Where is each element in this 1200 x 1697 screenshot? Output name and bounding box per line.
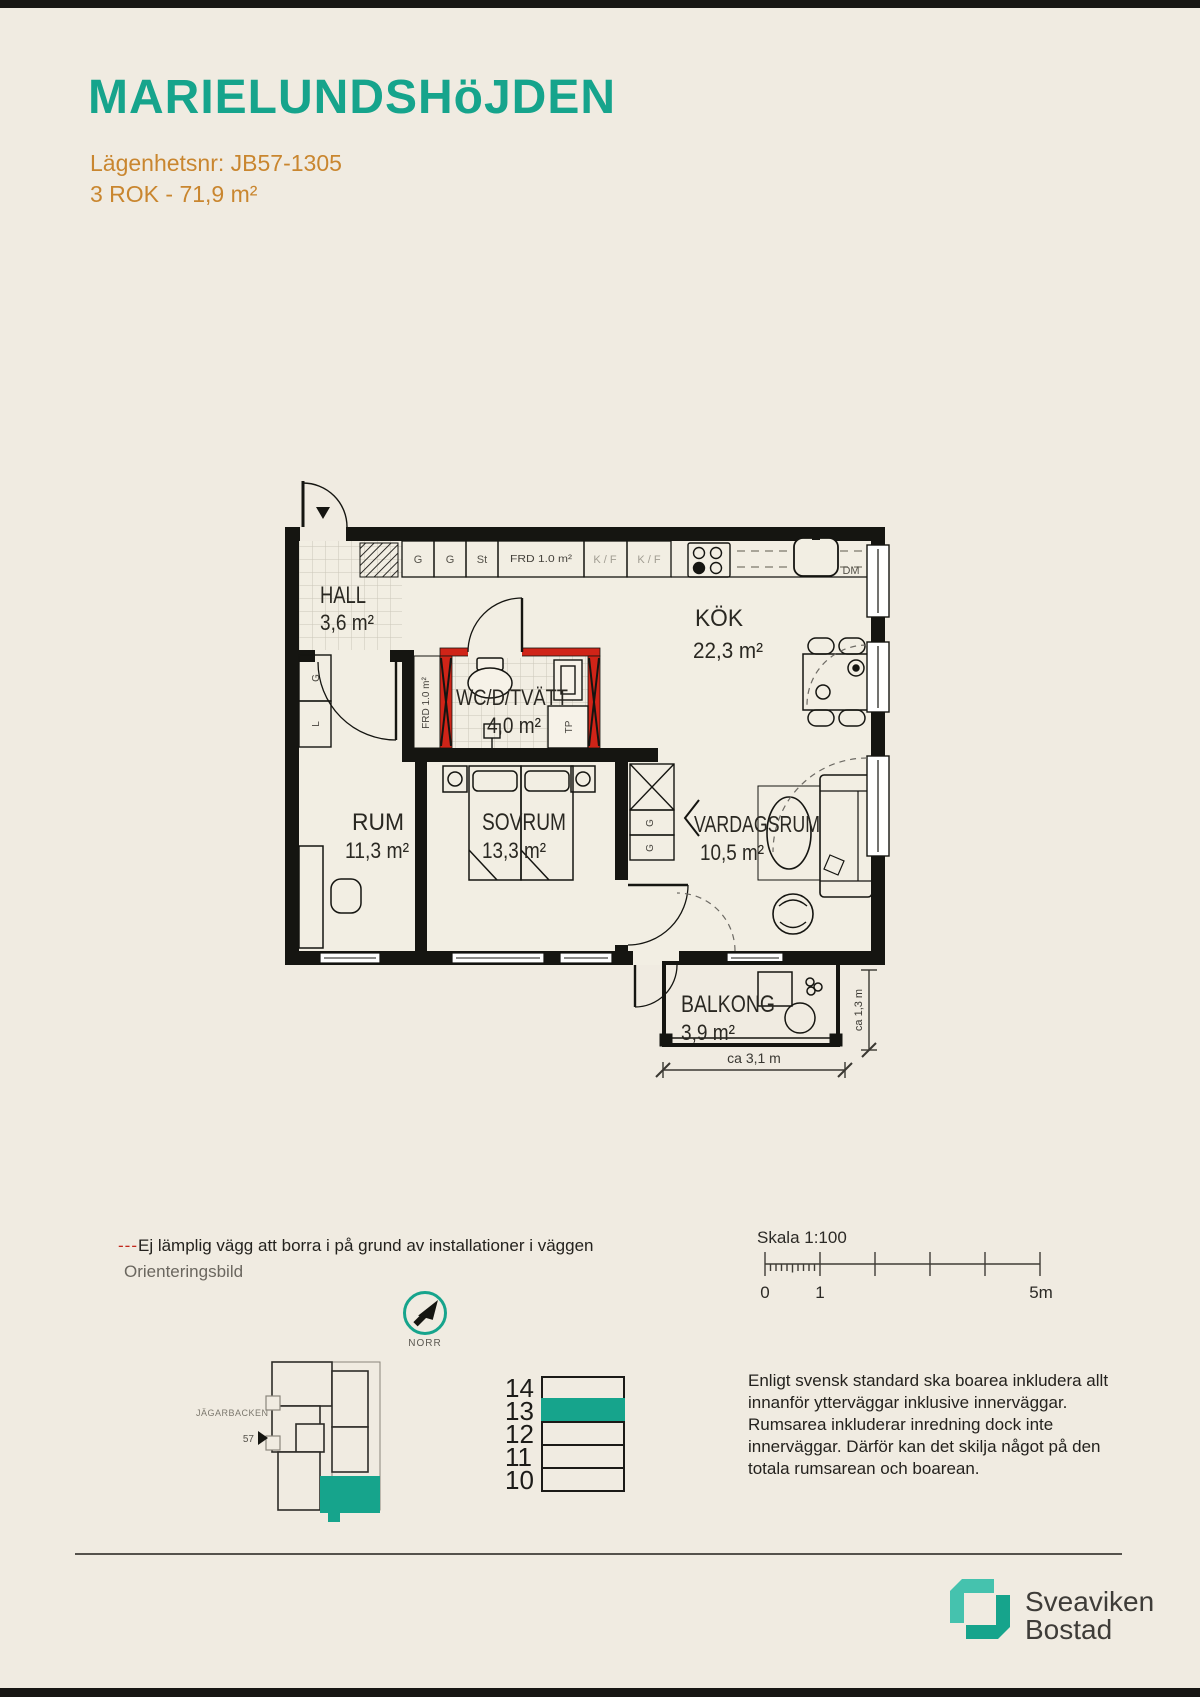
cabinet-g1-label: G: [413, 554, 423, 566]
cabinet-frd-label: FRD 1.0 m²: [510, 554, 573, 565]
footer-divider: [75, 1553, 1122, 1555]
brand-name-line2: Bostad: [1025, 1614, 1113, 1645]
rum-area: 11,3 m²: [345, 838, 409, 863]
vardagsrum-name: VARDAGSRUM: [694, 811, 820, 837]
entry-arrow-icon: [316, 507, 330, 519]
description-line: innerväggar. Därför kan det skilja något på den: [748, 1437, 1101, 1456]
page-title: MARIELUNDSHöJDEN: [88, 71, 617, 124]
floor-number: 11: [505, 1442, 532, 1472]
floor-box: [541, 1444, 625, 1469]
site-map: [170, 1355, 400, 1525]
site-number-label: 57: [242, 1434, 254, 1445]
floor-number: 14: [505, 1373, 534, 1403]
kok-name: KÖK: [695, 605, 743, 632]
frd-side-label: FRD 1.0 m²: [421, 677, 432, 729]
kok-area: 22,3 m²: [693, 638, 763, 663]
north-label: NORR: [408, 1338, 442, 1349]
description-line: innanför ytterväggar inklusive innerväggar.: [748, 1393, 1068, 1412]
hall-name: HALL: [320, 582, 366, 609]
scale-tick-0: 0: [760, 1283, 770, 1302]
balkong-area: 3,9 m²: [681, 1020, 735, 1045]
drill-warning-text: Ej lämplig vägg att borra i på grund av installationer i väggen: [137, 1236, 594, 1255]
dimension-width-label: ca 3,1 m: [727, 1050, 781, 1066]
floor-row-10: [505, 1465, 625, 1495]
dimension-depth-label: ca 1,3 m: [853, 988, 865, 1032]
floor-box-highlighted: [541, 1398, 625, 1423]
description-line: totala rumsarean och boarean.: [748, 1459, 980, 1478]
sovrum-area: 13,3 m²: [482, 838, 546, 863]
orientation-title: Orienteringsbild: [124, 1262, 244, 1281]
site-street-label: JÄGARBACKEN: [196, 1408, 269, 1418]
site-highlighted-building: [320, 1476, 380, 1513]
description-line: Enligt svensk standard ska boarea inkludera allt: [748, 1371, 1109, 1390]
shaft-hatch: [360, 543, 398, 577]
wc-name: WC/D/TVÄTT: [456, 685, 568, 710]
floor-box: [541, 1467, 625, 1492]
rum-name: RUM: [352, 809, 404, 836]
entry-door: [300, 481, 347, 541]
balkong-name: BALKONG: [681, 991, 775, 1018]
tp-box: [548, 706, 588, 748]
brand-name-line1: Sveaviken: [1025, 1586, 1155, 1617]
drill-warning: [118, 1236, 593, 1256]
north-arrow-icon: [406, 1294, 444, 1332]
site-highlighted-stub: [328, 1513, 340, 1522]
apartment-size: 3 ROK - 71,9 m²: [90, 181, 258, 207]
scale-label: Skala 1:100: [757, 1228, 847, 1247]
closet-gmid2-label: G: [645, 844, 656, 852]
dishwasher-label: DM: [842, 565, 860, 577]
floor-indicator: [505, 1373, 625, 1495]
hall-area: 3,6 m²: [320, 610, 374, 635]
cabinet-st-label: St: [476, 554, 488, 566]
scale-tick-5m: 5m: [1029, 1283, 1053, 1302]
scale-ruler: [757, 1250, 1057, 1280]
north-compass: [403, 1291, 447, 1335]
cabinet-kf2-label: K / F: [637, 554, 661, 566]
description-line: Rumsarea inkluderar inredning dock inte: [748, 1415, 1054, 1434]
vardagsrum-area: 10,5 m²: [700, 840, 764, 865]
closet-gmid1-label: G: [645, 819, 656, 827]
scale-tick-1: 1: [815, 1283, 825, 1302]
wc-area: 4,0 m²: [487, 713, 541, 738]
apartment-number: Lägenhetsnr: JB57-1305: [90, 150, 342, 176]
closet-l-label: L: [311, 721, 322, 727]
cabinet-kf1-label: K / F: [593, 554, 617, 566]
floor-number: 13: [505, 1396, 534, 1426]
closet-g-label: G: [311, 674, 322, 682]
sovrum-name: SOVRUM: [482, 809, 566, 836]
boarea-description: [748, 1370, 1108, 1480]
sveaviken-logo-icon: [948, 1576, 1012, 1642]
floor-number: 10: [505, 1465, 534, 1495]
floor-number: 12: [505, 1419, 534, 1449]
floor-box: [541, 1421, 625, 1446]
red-dash-legend: ---: [118, 1236, 138, 1255]
tp-label: TP: [564, 720, 575, 734]
cabinet-g2-label: G: [445, 554, 455, 566]
